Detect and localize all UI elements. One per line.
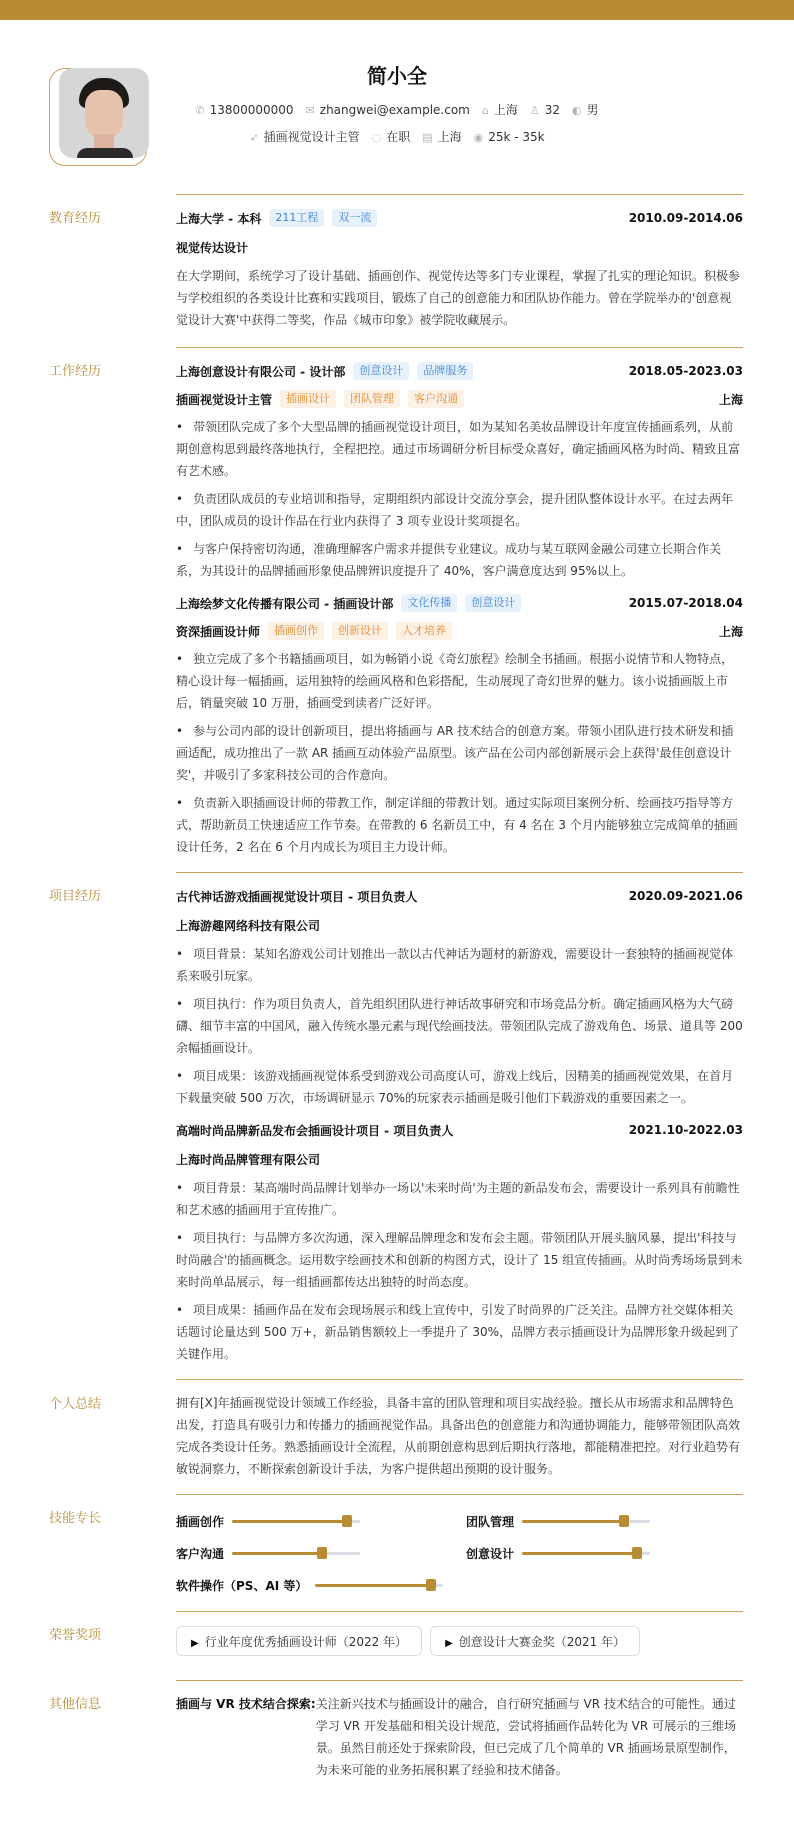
contact-row (0, 101, 794, 118)
skill-name: 创意设计 (466, 1546, 515, 1561)
info-value: 男 (586, 103, 599, 117)
salary-icon: ◉ (473, 131, 484, 144)
skill-level-handle (317, 1547, 327, 1559)
position-tag: 团队管理 (344, 390, 400, 408)
info-value: 在职 (386, 130, 411, 144)
info-value: 插画视觉设计主管 (263, 130, 360, 144)
other-section (0, 1680, 794, 1781)
project-bullet: • 项目背景：某高端时尚品牌计划举办一场以'未来时尚'为主题的新品发布会，需要设计一系列具有前瞻性和艺术感的插画用于宣传推广。 (176, 1177, 743, 1221)
section-divider (176, 1494, 743, 1495)
building-icon: ▤ (422, 131, 433, 144)
summary-text: 拥有[X]年插画视觉设计领域工作经验，具备丰富的团队管理和项目实战经验。擅长从市场需求和品牌特色出发，打造具有吸引力和传播力的插画视觉作品。具备出色的创意能力和沟通协调能力，能够带领团队高效完成各类设计任务。熟悉插画设计全流程，从前期创意构思到后期执行落地，都能精准把控。对行业趋势有敏锐洞察力，不断探索创新设计手法，为客户提供超出预期的设计服务。 (176, 1396, 741, 1476)
section-label: 技能专长 (49, 1511, 102, 1526)
skill-level-handle (619, 1515, 629, 1527)
skill-level-bar (232, 1520, 360, 1523)
company-tag: 文化传播 (401, 594, 457, 612)
resume-page (0, 20, 794, 1821)
info-value: 上海 (493, 103, 518, 117)
work-bullet: • 负责新入职插画设计师的带教工作，制定详细的带教计划。通过实际项目案例分析、绘画技巧指导等方式，帮助新员工快速适应工作节奏。在带教的 6 名新员工中，有 4 名在 3 个月内能够独立完成简单的插画设计任务，2 名在 6 个月内成长为项目主力设计师。 (176, 792, 743, 858)
work-entry (176, 360, 743, 582)
skill-item (176, 1511, 466, 1531)
project-entry (176, 885, 743, 1109)
company-name: 上海创意设计有限公司 - 设计部 (176, 364, 346, 379)
project-date: 2021.10-2022.03 (628, 1123, 743, 1137)
company-tag: 创意设计 (353, 362, 409, 380)
skill-level-bar (232, 1552, 360, 1555)
skill-level-bar (522, 1552, 650, 1555)
company-tag: 品牌服务 (417, 362, 473, 380)
project-entry (176, 1119, 743, 1365)
work-entry (176, 592, 743, 858)
school-tag: 211工程 (269, 209, 324, 227)
education-desc: 在大学期间，系统学习了设计基础、插画创作、视觉传达等多门专业课程，掌握了扎实的理论知识。积极参与学校组织的各类设计比赛和实践项目，锻炼了自己的创意能力和团队协作能力。曾在学院举办的'创意视觉设计大赛'中获得二等奖，作品《城市印象》被学院收藏展示。 (176, 269, 741, 327)
other-info-key: 插画与 VR 技术结合探索: (176, 1697, 316, 1711)
info-value: 25k - 35k (488, 130, 545, 144)
position-title: 插画视觉设计主管 (176, 392, 273, 407)
project-bullet: • 项目成果：插画作品在发布会现场展示和线上宣传中，引发了时尚界的广泛关注。品牌方社交媒体相关话题讨论量达到 500 万+，新品销售额较上一季提升了 30%，品牌方表示插画设计为品牌形象升级起到了关键作用。 (176, 1299, 743, 1365)
summary-section (0, 1379, 794, 1480)
position-tag: 插画创作 (268, 622, 324, 640)
skill-item (176, 1543, 466, 1563)
section-label: 个人总结 (49, 1397, 102, 1412)
school-tag: 双一流 (332, 209, 377, 227)
section-label: 荣誉奖项 (49, 1628, 102, 1643)
skill-level-bar (315, 1584, 443, 1587)
info-value: 32 (544, 103, 561, 117)
position-tag: 创新设计 (332, 622, 388, 640)
award-label: 行业年度优秀插画设计师（2022 年） (204, 1635, 408, 1649)
info-item (372, 128, 411, 145)
section-label: 项目经历 (49, 889, 102, 904)
awards-section (0, 1611, 794, 1662)
position-tag: 客户沟通 (408, 390, 464, 408)
work-bullet: • 带领团队完成了多个大型品牌的插画视觉设计项目，如为某知名美妆品牌设计年度宣传插画系列，从前期创意构思到最终落地执行，全程把控。通过市场调研分析目标受众喜好，确定插画风格为时尚、精致且富有艺术感。 (176, 416, 743, 482)
info-item (530, 103, 560, 117)
skill-name: 客户沟通 (176, 1546, 225, 1561)
info-item (572, 101, 599, 118)
skills-section (0, 1494, 794, 1601)
education-section (0, 194, 794, 331)
status-icon: ◌ (371, 131, 382, 144)
skill-name: 插画创作 (176, 1514, 225, 1529)
project-company: 上海游趣网络科技有限公司 (176, 919, 321, 933)
company-tag: 创意设计 (465, 594, 521, 612)
project-company: 上海时尚品牌管理有限公司 (176, 1153, 321, 1167)
skill-name: 团队管理 (466, 1514, 515, 1529)
info-item (482, 101, 518, 118)
work-city: 上海 (718, 624, 743, 639)
skill-item (466, 1511, 726, 1531)
position-title: 资深插画设计师 (176, 624, 261, 639)
skill-level-handle (426, 1579, 436, 1591)
job-intent-row (0, 128, 794, 145)
award-label: 创意设计大赛金奖（2021 年） (458, 1635, 626, 1649)
project-bullet: • 项目背景：某知名游戏公司计划推出一款以古代神话为题材的新游戏，需要设计一套独特的插画视觉体系来吸引玩家。 (176, 943, 743, 987)
skill-level-handle (632, 1547, 642, 1559)
skill-item (466, 1543, 726, 1563)
section-divider (176, 1611, 743, 1612)
company-name: 上海绘梦文化传播有限公司 - 插画设计部 (176, 596, 394, 611)
candidate-name: 简小全 (367, 64, 427, 88)
work-date: 2018.05-2023.03 (628, 364, 743, 378)
award-item (430, 1626, 640, 1656)
phone-icon: ✆ (195, 104, 205, 117)
skill-level-handle (342, 1515, 352, 1527)
info-item (422, 128, 461, 145)
top-accent-bar (0, 0, 794, 20)
info-item (249, 128, 359, 145)
projects-section (0, 872, 794, 1365)
project-title: 古代神话游戏插画视觉设计项目 - 项目负责人 (176, 889, 418, 904)
gender-icon: ◐ (572, 104, 582, 117)
info-item (195, 103, 293, 117)
info-value: 上海 (437, 130, 462, 144)
info-item (306, 103, 470, 117)
project-title: 高端时尚品牌新品发布会插画设计项目 - 项目负责人 (176, 1123, 454, 1138)
section-label: 教育经历 (49, 211, 102, 226)
skill-name: 软件操作（PS、AI 等） (176, 1578, 308, 1593)
info-item (474, 130, 545, 144)
section-label: 其他信息 (49, 1697, 102, 1712)
section-divider (176, 1680, 743, 1681)
education-date: 2010.09-2014.06 (628, 211, 743, 225)
info-value: 13800000000 (209, 103, 294, 117)
project-bullet: • 项目成果：该游戏插画视觉体系受到游戏公司高度认可，游戏上线后，因精美的插画视觉效果，在首月下载量突破 500 万次，市场调研显示 70%的玩家表示插画是吸引他们下载游戏的重要因素之一。 (176, 1065, 743, 1109)
skill-item (176, 1575, 726, 1595)
home-icon: ⌂ (481, 104, 489, 117)
work-date: 2015.07-2018.04 (628, 596, 743, 610)
skill-level-bar (522, 1520, 650, 1523)
work-bullet: • 与客户保持密切沟通，准确理解客户需求并提供专业建议。成功与某互联网金融公司建立长期合作关系，为其设计的品牌插画形象使品牌辨识度提升了 40%，客户满意度达到 95%以上。 (176, 538, 743, 582)
send-icon: ➶ (249, 131, 259, 144)
work-bullet: • 独立完成了多个书籍插画项目，如为畅销小说《奇幻旅程》绘制全书插画。根据小说情节和人物特点，精心设计每一幅插画，运用独特的绘画风格和色彩搭配，生动展现了奇幻世界的魅力。该小说插画版上市后，销量突破 10 万册，插画受到读者广泛好评。 (176, 648, 743, 714)
age-icon: ♙ (529, 104, 540, 117)
section-divider (176, 1379, 743, 1380)
section-divider (176, 347, 743, 348)
project-bullet: • 项目执行：作为项目负责人，首先组织团队进行神话故事研究和市场竞品分析。确定插画风格为大气磅礴、细节丰富的中国风，融入传统水墨元素与现代绘画技法。带领团队完成了游戏角色、场景、道具等 200 余幅插画设计。 (176, 993, 743, 1059)
section-divider (176, 194, 743, 195)
project-bullet: • 项目执行：与品牌方多次沟通，深入理解品牌理念和发布会主题。带领团队开展头脑风暴，提出'科技与时尚融合'的插画概念。运用数字绘画技术和创新的构图方式，设计了 15 组宣传插画。从时尚秀场场景到未来时尚单品展示，每一组插画都传达出独特的时尚态度。 (176, 1227, 743, 1293)
position-tag: 人才培养 (396, 622, 452, 640)
position-tag: 插画设计 (280, 390, 336, 408)
work-bullet: • 负责团队成员的专业培训和指导，定期组织内部设计交流分享会，提升团队整体设计水平。在过去两年中，团队成员的设计作品在行业内获得了 3 项专业设计奖项提名。 (176, 488, 743, 532)
major: 视觉传达设计 (176, 241, 249, 255)
award-item (176, 1626, 422, 1656)
section-label: 工作经历 (49, 364, 102, 379)
work-bullet: • 参与公司内部的设计创新项目，提出将插画与 AR 技术结合的创意方案。带领小团队进行技术研发和插画适配，成功推出了一款 AR 插画互动体验产品原型。该产品在公司内部创新展示会上获得'最佳创意设计奖'，并吸引了多家科技公司的合作意向。 (176, 720, 743, 786)
section-divider (176, 872, 743, 873)
work-city: 上海 (718, 392, 743, 407)
info-value: zhangwei@example.com (319, 103, 470, 117)
school-name: 上海大学 - 本科 (176, 211, 262, 226)
project-date: 2020.09-2021.06 (628, 889, 743, 903)
work-section (0, 347, 794, 858)
mail-icon: ✉ (305, 104, 315, 117)
play-triangle-icon: ▶ (445, 1638, 453, 1649)
resume-header (0, 20, 794, 170)
other-info-value: 关注新兴技术与插画设计的融合，自行研究插画与 VR 技术结合的可能性。通过学习 VR 开发基础和相关设计规范，尝试将插画作品转化为 VR 可展示的三维场景。虽然目前还处于探索阶段，但已完成了几个简单的 VR 插画场景原型制作，为未来可能的业务拓展积累了经验和技术储备。 (315, 1697, 737, 1777)
play-triangle-icon: ▶ (191, 1638, 199, 1649)
